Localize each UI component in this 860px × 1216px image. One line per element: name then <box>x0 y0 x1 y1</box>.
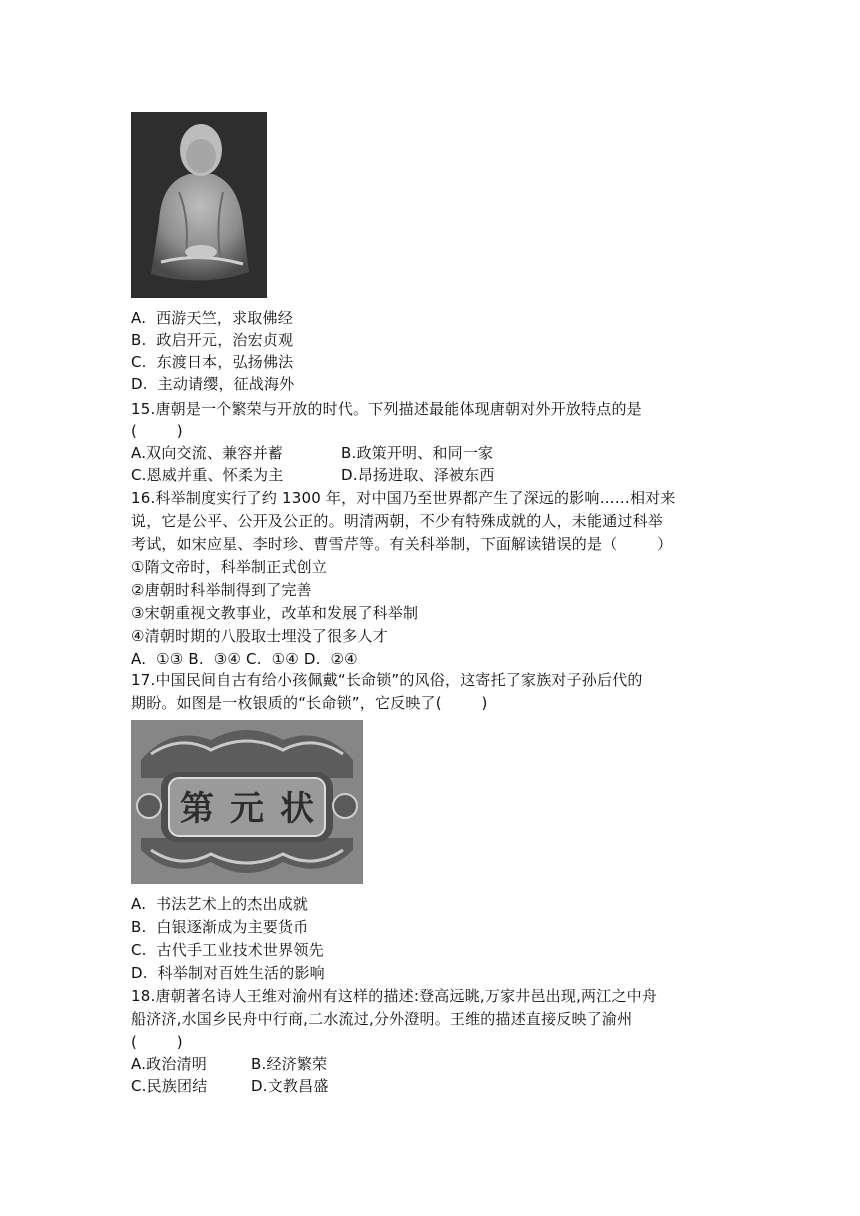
q18-stem-line-3: ( ) <box>131 1033 183 1051</box>
q14-option-d: D. 主动请缨，征战海外 <box>131 375 295 393</box>
q18-stem-line-2: 船济济,水国乡民舟中行商,二水流过,分外澄明。王维的描述直接反映了渝州 <box>131 1010 633 1028</box>
q18-option-a: A.政治清明 <box>131 1055 207 1073</box>
q15-option-b: B.政策开明、和同一家 <box>341 444 494 462</box>
q16-stem-line-3: 考试，如宋应星、李时珍、曹雪芹等。有关科举制，下面解读错误的是（ ） <box>131 535 673 553</box>
q17-option-b: B. 白银逐渐成为主要货币 <box>131 918 309 936</box>
lock-char-right: 状 <box>280 789 314 829</box>
q17-option-a: A. 书法艺术上的杰出成就 <box>131 895 309 913</box>
q17-stem-line-1: 17.中国民间自古有给小孩佩戴“长命锁”的风俗，这寄托了家族对子孙后代的 <box>131 671 643 689</box>
q16-stem-line-2: 说，它是公平、公开及公正的。明清两朝，不少有特殊成就的人，未能通过科举 <box>131 512 664 530</box>
q14-option-a: A. 西游天竺，求取佛经 <box>131 309 293 327</box>
q18-stem-line-1: 18.唐朝著名诗人王维对渝州有这样的描述:登高远眺,万家井邑出现,两江之中舟 <box>131 987 658 1005</box>
q16-statement-4: ④清朝时期的八股取士埋没了很多人才 <box>131 627 388 645</box>
q18-option-d: D.文教昌盛 <box>251 1077 329 1095</box>
q16-stem-line-1: 16.科举制度实行了约 1300 年，对中国乃至世界都产生了深远的影响……相对来 <box>131 489 676 507</box>
q15-option-c: C.恩威并重、怀柔为主 <box>131 466 284 484</box>
q16-statement-1: ①隋文帝时，科举制正式创立 <box>131 558 328 576</box>
q15-option-a: A.双向交流、兼容并蓄 <box>131 444 283 462</box>
q18-option-b: B.经济繁荣 <box>251 1055 328 1073</box>
q16-statement-2: ②唐朝时科举制得到了完善 <box>131 581 312 599</box>
q15-stem-line-2: ( ) <box>131 422 183 440</box>
q17-stem-line-2: 期盼。如图是一枚银质的“长命锁”，它反映了( ) <box>131 694 488 712</box>
lock-char-left: 第 <box>180 789 214 829</box>
monk-statue-image <box>131 112 267 298</box>
lock-char-middle: 元 <box>230 789 264 829</box>
q14-option-b: B. 政启开元，治宏贞观 <box>131 331 294 349</box>
q14-option-c: C. 东渡日本，弘扬佛法 <box>131 353 294 371</box>
longevity-lock-image <box>131 720 363 884</box>
q16-options: A. ①③ B. ③④ C. ①④ D. ②④ <box>131 650 358 668</box>
q16-statement-3: ③宋朝重视文教事业，改革和发展了科举制 <box>131 604 419 622</box>
q15-option-d: D.昂扬进取、泽被东西 <box>341 466 495 484</box>
q17-option-d: D. 科举制对百姓生活的影响 <box>131 964 325 982</box>
q18-option-c: C.民族团结 <box>131 1077 208 1095</box>
q15-stem-line-1: 15.唐朝是一个繁荣与开放的时代。下列描述最能体现唐朝对外开放特点的是 <box>131 400 642 418</box>
q17-option-c: C. 古代手工业技术世界领先 <box>131 941 324 959</box>
